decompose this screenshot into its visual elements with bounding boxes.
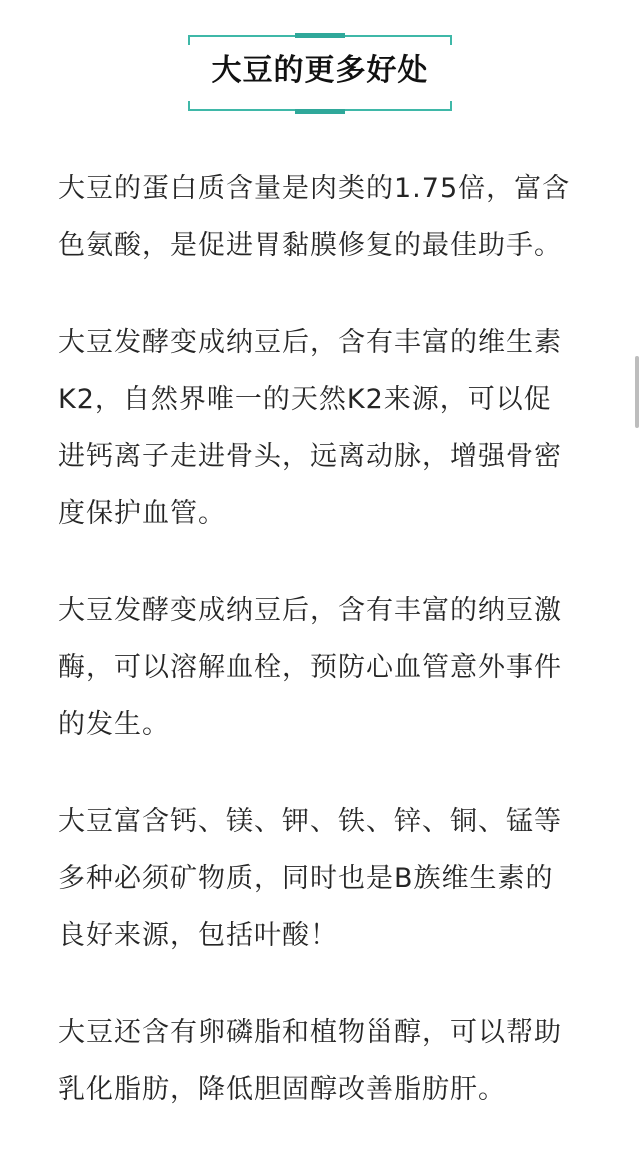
paragraph-nattokinase: 大豆发酵变成纳豆后，含有丰富的纳豆激 酶，可以溶解血栓，预防心血管意外事件 的发生。 xyxy=(58,595,562,740)
paragraph-minerals: 大豆富含钙、镁、钾、铁、锌、铜、锰等 多种必须矿物质，同时也是B族维生素的 良好来源，包括叶酸！ xyxy=(58,806,562,951)
paragraph-vitamin-k2: 大豆发酵变成纳豆后，含有丰富的维生素 K2，自然界唯一的天然K2来源，可以促 进钙离子走进骨头，远离动脉，增强骨密 度保护血管。 xyxy=(58,327,562,529)
title-corner-bottom-left xyxy=(188,101,190,111)
scrollbar-thumb[interactable] xyxy=(635,356,639,428)
title-corner-top-right xyxy=(450,35,452,45)
paragraph-lecithin: 大豆还含有卵磷脂和植物甾醇，可以帮助 乳化脂肪，降低胆固醇改善脂肪肝。 xyxy=(58,1017,562,1105)
title-corner-top-left xyxy=(188,35,190,45)
section-title-box xyxy=(188,35,452,111)
title-accent-bottom xyxy=(295,109,345,114)
title-accent-top xyxy=(295,33,345,38)
title-corner-bottom-right xyxy=(450,101,452,111)
paragraph-protein: 大豆的蛋白质含量是肉类的1.75倍，富含 色氨酸，是促进胃黏膜修复的最佳助手。 xyxy=(58,173,571,261)
page-title: 大豆的更多好处 xyxy=(211,53,429,88)
article-body xyxy=(58,160,588,1158)
